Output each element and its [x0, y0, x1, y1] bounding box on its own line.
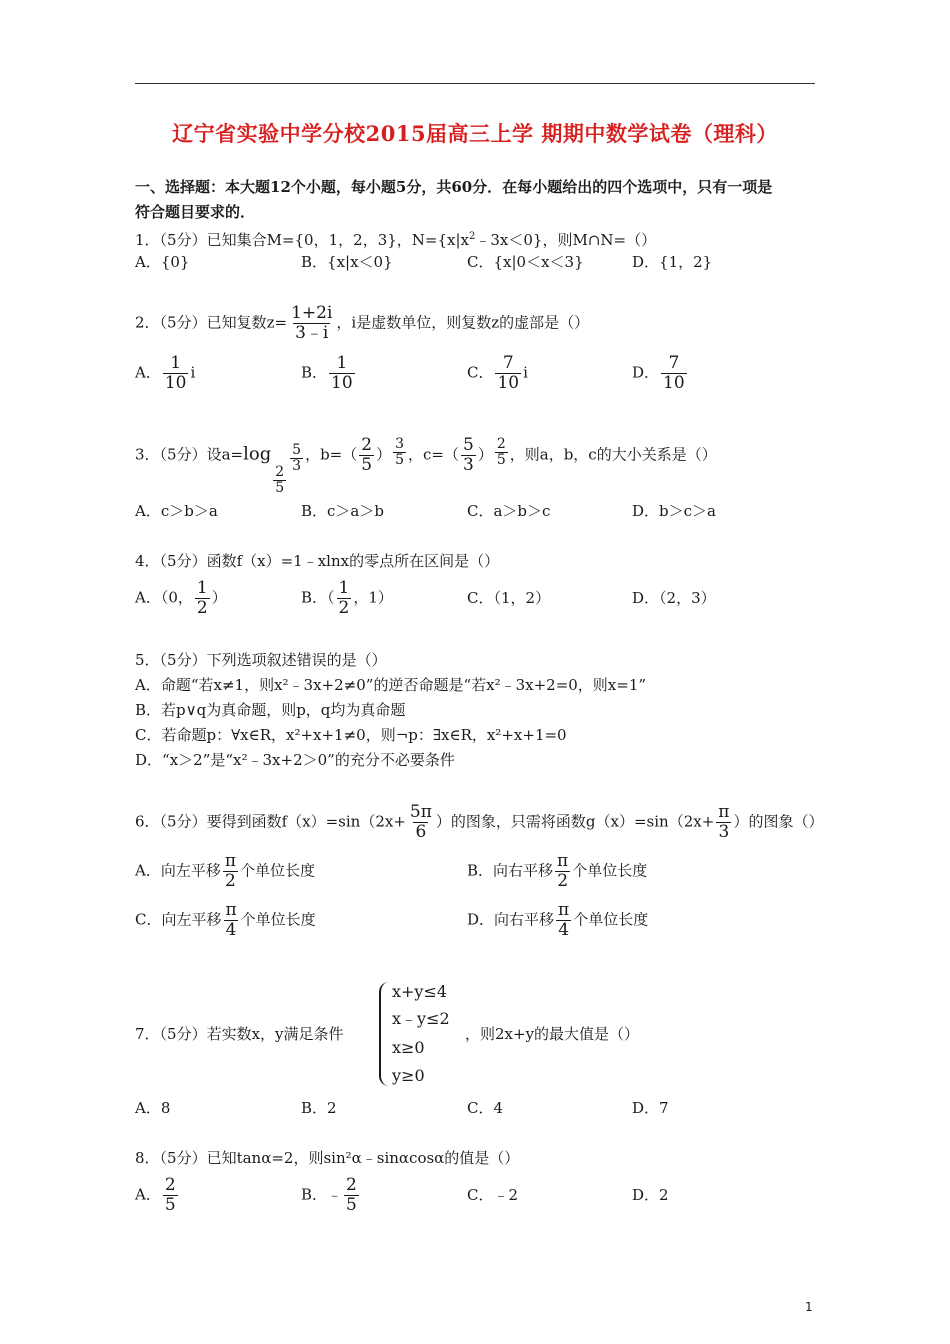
q5-option-b: B．若p∨q为真命题，则p，q均为真命题 — [135, 701, 406, 719]
question-6-stem: 6．（5分）要得到函数f（x）=sin（2x+ $\frac{5\pi}{6}$ ）的图象，只需将函数g（x）=sin（2x+ $\frac{\pi}{3}$ ）的图象（） — [135, 802, 824, 842]
q1-option-d: D．{1，2} — [632, 253, 713, 271]
q5-option-c: C．若命题p：∀x∈R，x²+x+1≠0，则¬p：∃x∈R，x²+x+1=0 — [135, 726, 567, 744]
section-heading-line2: 符合题目要求的． — [135, 203, 256, 221]
page-title: 辽宁省实验中学分校2015届高三上学 期期中数学试卷（理科） — [172, 121, 778, 146]
q3-option-a: A．c＞b＞a — [135, 502, 218, 520]
question-7-stem-b: ，则2x+y的最大值是（） — [465, 1025, 640, 1043]
q8-option-a: A． $\frac{2}{5}$ — [135, 1175, 176, 1215]
q2-option-b: B． $\frac{1}{10}$ — [301, 353, 353, 393]
q6-option-a: A．向左平移 $\frac{\pi}{2}$ 个单位长度 — [135, 851, 316, 891]
q3-option-c: C．a＞b＞c — [467, 502, 551, 520]
log-symbol: log — [243, 443, 272, 465]
q7-condition-3: x≥0 — [392, 1038, 425, 1057]
q5-option-a: A．命题“若x≠1，则x²﹣3x+2≠0”的逆否命题是“若x²﹣3x+2=0，则x=1” — [135, 676, 647, 694]
q7-option-a: A．8 — [135, 1099, 171, 1117]
q4-option-a: A．（0， $\frac{1}{2}$ ） — [135, 578, 227, 618]
q1-option-c: C．{x|0＜x＜3} — [467, 253, 584, 271]
question-8-stem: 8．（5分）已知tanα=2，则sin²α﹣sinαcosα的值是（） — [135, 1149, 520, 1167]
q8-option-d: D．2 — [632, 1186, 669, 1204]
q7-condition-2: x﹣y≤2 — [392, 1009, 450, 1028]
q2-option-c: C． $\frac{7}{10}$ i — [467, 353, 528, 393]
q7-option-b: B．2 — [301, 1099, 337, 1117]
question-7-stem-a: 7．（5分）若实数x，y满足条件 — [135, 1025, 344, 1043]
q3-option-b: B．c＞a＞b — [301, 502, 384, 520]
q2-option-d: D． $\frac{7}{10}$ — [632, 353, 685, 393]
q5-option-d: D．“x＞2”是“x²﹣3x+2＞0”的充分不必要条件 — [135, 751, 455, 769]
q1-option-b: B．{x|x＜0} — [301, 253, 393, 271]
question-4-stem: 4．（5分）函数f（x）=1﹣xlnx的零点所在区间是（） — [135, 552, 500, 570]
q6-option-b: B．向右平移 $\frac{\pi}{2}$ 个单位长度 — [467, 851, 648, 891]
question-2-stem: 2．（5分）已知复数z= $\frac{1+2i}{3﹣i}$ ，i是虚数单位，则复数z的虚部是（） — [135, 303, 590, 343]
q7-condition-1: x+y≤4 — [392, 982, 448, 1001]
page-number: 1 — [805, 1300, 813, 1314]
question-5-stem: 5．（5分）下列选项叙述错误的是（） — [135, 651, 387, 669]
q7-option-d: D．7 — [632, 1099, 669, 1117]
header-rule — [135, 83, 815, 84]
q4-option-c: C．（1，2） — [467, 589, 551, 607]
q2-option-a: A． $\frac{1}{10}$ i — [135, 353, 196, 393]
question-3-stem: 3．（5分）设a=log $\frac{2}{5}$ $\frac{5}{3}$ ，b=（ $\frac{2}{5}$ ） $\frac{3}{5}$ ，c=（ $\frac{5}{3}$ ） $\frac{2}{5}$ ，则a，b，c的大小关系是（） — [135, 435, 717, 496]
section-heading-line1: 一、选择题：本大题12个小题，每小题5分，共60分．在每小题给出的四个选项中，只有一项是 — [135, 178, 773, 196]
q8-option-c: C．﹣2 — [467, 1186, 519, 1204]
q6-option-d: D．向右平移 $\frac{\pi}{4}$ 个单位长度 — [467, 900, 649, 940]
q7-condition-4: y≥0 — [392, 1066, 425, 1085]
q4-option-d: D．（2，3） — [632, 589, 716, 607]
q1-option-a: A．{0} — [135, 253, 190, 271]
q3-option-d: D．b＞c＞a — [632, 502, 716, 520]
q7-option-c: C．4 — [467, 1099, 504, 1117]
q6-option-c: C．向左平移 $\frac{\pi}{4}$ 个单位长度 — [135, 900, 316, 940]
q8-option-b: B．﹣ $\frac{2}{5}$ — [301, 1175, 357, 1215]
q4-option-b: B．（ $\frac{1}{2}$ ，1） — [301, 578, 393, 618]
question-1-stem: 1．（5分）已知集合M={0，1，2，3}，$N=\{x|x^2﹣3x<0\}$，则M∩N=（） — [135, 231, 657, 249]
system-brace — [379, 982, 391, 1086]
